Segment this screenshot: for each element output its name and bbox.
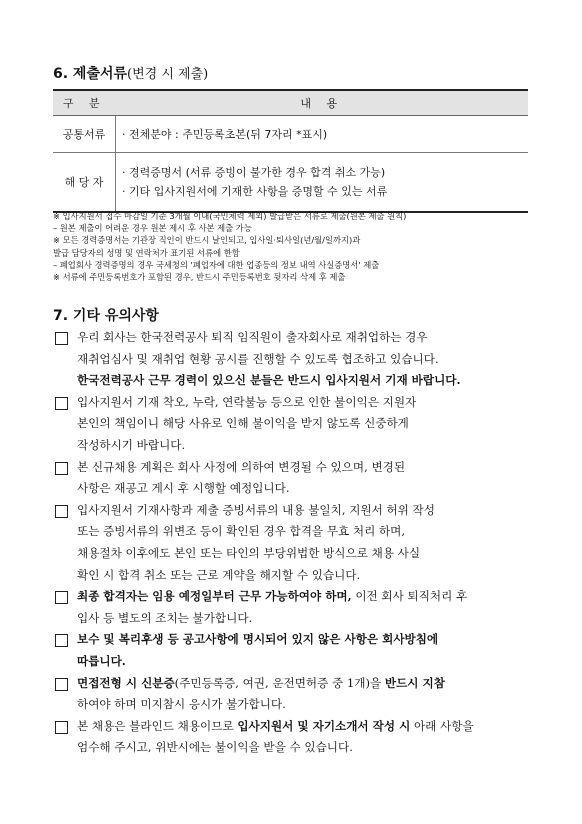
- notice-text: 하여야 하며 미지참시 응시가 불가합니다.: [77, 697, 286, 712]
- notice-line: [77, 629, 537, 651]
- checkbox-square-icon: [55, 332, 68, 345]
- notice-text: 재취업심사 및 재취업 현황 공시를 진행할 수 있도록 협조하고 있습니다.: [77, 351, 439, 366]
- notice-item: [53, 457, 537, 500]
- note-line: ※ 모든 경력증명서는 기관장 직인이 반드시 날인되고, 입사일·퇴사일(년/월/일까지)과: [53, 235, 361, 246]
- section-6-title: 6. 제출서류: [53, 66, 128, 82]
- documents-table: [53, 89, 528, 213]
- row-category: 해 당 자: [53, 153, 116, 213]
- notice-line: [77, 673, 537, 695]
- notice-text: 입사지원서 기재 착오, 누락, 연락불능 등으로 인한 불이익은 지원자: [77, 394, 417, 409]
- notice-text: (주민등록증, 여권, 운전면허증 중 1개)을: [174, 675, 385, 690]
- emphasis-text: 최종 합격자는 임용 예정일부터 근무 가능하여야 하며,: [77, 589, 352, 604]
- notice-line: [77, 327, 537, 349]
- notice-item: [53, 392, 537, 457]
- note-line: – 폐업회사 경력증명의 경우 국세청의 '폐업자에 대한 업종등의 정보 내역 사실증명서' 제출: [53, 259, 380, 270]
- emphasis-text: 보수 및 복리후생 등 공고사항에 명시되어 있지 않은 사항은 회사방침에: [77, 632, 439, 647]
- notice-line: [77, 543, 537, 565]
- checkbox-square-icon: [55, 397, 68, 410]
- checkbox-square-icon: [55, 678, 68, 691]
- notice-text: 엄수해 주시고, 위반시에는 불이익을 받을 수 있습니다.: [77, 740, 353, 755]
- notice-line: [77, 716, 537, 738]
- row-line: · 전체분야 : 주민등록초본(뒤 7자리 *표시): [122, 127, 328, 141]
- notice-line: [77, 349, 537, 371]
- emphasis-text: 반드시 지참: [384, 675, 445, 690]
- notice-text: 또는 증빙서류의 위변조 등이 확인된 경우 합격을 무효 처리 하며,: [77, 524, 406, 539]
- row-line: · 기타 입사지원서에 기재한 사항을 증명할 수 있는 서류: [122, 185, 388, 198]
- checkbox-square-icon: [55, 505, 68, 518]
- notice-text: 입사지원서 기재사항과 제출 증빙서류의 내용 불일치, 지원서 허위 작성: [77, 502, 435, 517]
- notice-text: 아래 사항을: [410, 718, 474, 733]
- notice-text: 입사 등 별도의 조치는 불가합니다.: [77, 610, 253, 625]
- notice-line: [77, 608, 537, 630]
- notice-item: [53, 327, 537, 392]
- notes-block: [53, 210, 406, 283]
- section-6-paren: (변경 시 제출): [127, 67, 209, 82]
- row-content: [116, 116, 529, 153]
- notice-item: [53, 586, 537, 629]
- notice-text: 확인 시 합격 취소 또는 근로 계약을 해지할 수 있습니다.: [77, 567, 361, 582]
- notice-item: [53, 500, 537, 586]
- notice-text: 우리 회사는 한국전력공사 퇴직 임직원이 출자회사로 재취업하는 경우: [77, 330, 428, 344]
- notice-text: 본 신규채용 계획은 회사 사정에 의하여 변경될 수 있으며, 변경된: [77, 459, 406, 474]
- notice-line: [77, 694, 537, 716]
- notice-line: [77, 457, 537, 479]
- notice-text: 작성하시기 바랍니다.: [77, 437, 186, 452]
- checkbox-square-icon: [55, 462, 68, 475]
- header-content: 내 용: [116, 90, 529, 116]
- notice-line: [77, 586, 537, 608]
- checkbox-square-icon: [55, 591, 68, 604]
- emphasis-text: 한국전력공사 근무 경력이 있으신 분들은 반드시 입사지원서 기재 바랍니다.: [77, 373, 461, 388]
- table-header-row: [53, 90, 528, 116]
- notice-line: [77, 521, 537, 543]
- notice-line: [77, 435, 537, 457]
- notice-item: [53, 629, 537, 672]
- notice-line: [77, 500, 537, 522]
- note-line: 발급 담당자의 성명 및 연락처가 표기된 서류에 한함: [53, 247, 240, 258]
- section-7-heading: [53, 305, 159, 325]
- notice-list: [53, 327, 537, 759]
- row-line: · 경력증명서 (서류 증빙이 불가한 경우 합격 취소 가능): [122, 166, 386, 179]
- header-category: 구 분: [53, 90, 116, 116]
- notice-text: 본 채용은 블라인드 채용이므로: [77, 718, 238, 733]
- emphasis-text: 면접전형 시 신분증: [77, 675, 175, 690]
- notice-item: [53, 716, 537, 759]
- checkbox-square-icon: [55, 634, 68, 647]
- notice-line: [77, 737, 537, 759]
- table-row: [53, 116, 528, 153]
- notice-line: [77, 478, 537, 500]
- section-7-title: 7. 기타 유의사항: [53, 308, 159, 324]
- row-category: 공통서류: [53, 116, 116, 153]
- note-line: ※ 서류에 주민등록번호가 포함된 경우, 반드시 주민등록번호 뒷자리 삭제 후 제출: [53, 272, 346, 283]
- notice-text: 본인의 책임이니 해당 사유로 인해 불이익을 받지 않도록 신중하게: [77, 416, 409, 431]
- notice-line: [77, 392, 537, 414]
- note-line: – 원본 제출이 어려운 경우 원본 제시 후 사본 제출 가능: [53, 223, 252, 234]
- emphasis-text: 따릅니다.: [77, 653, 126, 668]
- section-6-heading: [53, 63, 208, 83]
- notice-text: 사항은 재공고 게시 후 시행할 예정입니다.: [77, 481, 290, 496]
- notice-line: [77, 565, 537, 587]
- notice-line: [77, 370, 537, 392]
- row-content: [116, 153, 529, 213]
- table-row: [53, 153, 528, 213]
- emphasis-text: 입사지원서 및 자기소개서 작성 시: [237, 718, 411, 733]
- checkbox-square-icon: [55, 721, 68, 734]
- notice-line: [77, 413, 537, 435]
- notice-item: [53, 673, 537, 716]
- note-line: ※ 입사지원서 접수 마감일 기준 3개월 이내(국민체력 제외) 발급받은 서류로 제출(원본 제출 원칙): [53, 211, 407, 221]
- notice-text: 채용절차 이후에도 본인 또는 타인의 부당위법한 방식으로 채용 사실: [77, 545, 421, 560]
- notice-text: 이전 회사 퇴직처리 후: [351, 589, 468, 604]
- notice-line: [77, 651, 537, 673]
